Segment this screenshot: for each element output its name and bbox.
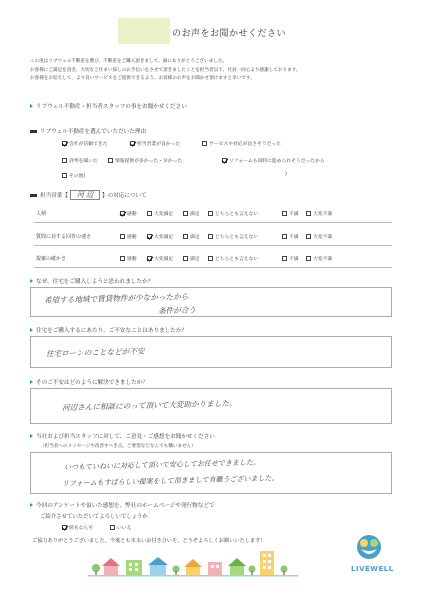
checkbox-icon[interactable] xyxy=(282,234,287,239)
q4-answer-line2: リフォームもすばらしい提案をして頂きまして有難うございました。 xyxy=(61,474,279,488)
checkbox-checked-icon[interactable] xyxy=(120,211,125,216)
eval-option[interactable] xyxy=(306,210,332,217)
staff-eval-prefix: 担当営業【 xyxy=(40,193,68,199)
eval-option[interactable] xyxy=(147,210,173,217)
q5-question-line1: 今回のアンケートや頂いた感想を、弊社のホームページや発行物などで xyxy=(36,503,215,509)
option-label: 不満 xyxy=(289,212,299,217)
eval-option[interactable] xyxy=(282,210,299,217)
checkbox-icon[interactable] xyxy=(208,211,213,216)
eval-option[interactable] xyxy=(183,255,200,262)
option-label: 大変不満 xyxy=(313,235,333,240)
option-label: その他( xyxy=(69,174,86,179)
triangle-bullet-icon xyxy=(30,503,33,507)
row-divider xyxy=(34,245,392,246)
house-icon xyxy=(102,558,120,575)
option-label: サービスや対応が良さそうだった xyxy=(209,142,281,147)
q2-heading xyxy=(30,326,187,334)
q5-option[interactable] xyxy=(110,524,131,531)
checkbox-icon[interactable] xyxy=(120,234,125,239)
option-label: 感動 xyxy=(127,235,137,240)
staff-eval-suffix: 】の対応について xyxy=(101,193,147,199)
eval-option[interactable] xyxy=(282,255,299,262)
staff-name: 河 辺 xyxy=(70,190,100,200)
checkbox-icon[interactable] xyxy=(306,234,311,239)
triangle-bullet-icon xyxy=(30,279,33,283)
checkbox-icon[interactable] xyxy=(282,256,287,261)
tree-icon xyxy=(281,566,288,576)
option-label: 会社が信頼できた xyxy=(69,142,108,147)
eval-option[interactable] xyxy=(208,255,258,262)
staff-eval-heading xyxy=(30,190,147,200)
option-label: 評判を聞いた xyxy=(69,159,98,164)
eval-option[interactable] xyxy=(120,255,137,262)
dash-bullet-icon xyxy=(30,194,37,197)
option-label: どちらとも言えない xyxy=(215,212,259,217)
q4-answer-line1: いつもていねいに対応して頂いて安心してお任せできました。 xyxy=(63,458,261,472)
reason-title: リブウェル不動産を選んでいただいた理由 xyxy=(40,129,147,135)
row-divider xyxy=(34,222,392,223)
intro-line: お客様にご満足を頂き、大切なご住まい探しのお手伝いをさせて頂きましたことを担当者以下、社員一同心より感謝しております。 xyxy=(30,67,301,73)
option-label: 感動 xyxy=(127,257,137,262)
eval-row-label: 人柄 xyxy=(36,211,47,217)
triangle-bullet-icon xyxy=(30,104,33,108)
checkbox-icon[interactable] xyxy=(306,211,311,216)
q1-answer-line1: 希望する地域で賃貸物件が少なかったから xyxy=(43,292,189,305)
option-label: 大変不満 xyxy=(313,212,333,217)
town-illustration xyxy=(88,548,298,578)
reason-option[interactable] xyxy=(62,172,85,179)
reason-option[interactable] xyxy=(62,140,107,147)
dash-bullet-icon xyxy=(30,130,37,133)
livewell-logo-text: LIVEWELL xyxy=(351,565,394,573)
house-icon xyxy=(228,558,246,575)
checkbox-checked-icon[interactable] xyxy=(222,158,227,163)
q3-question: そのご不安はどのように解決できましたか？ xyxy=(36,380,148,386)
eval-option[interactable] xyxy=(282,233,299,240)
checkbox-icon[interactable] xyxy=(208,256,213,261)
option-label: 不満 xyxy=(289,257,299,262)
option-label: リフォームも同時に進められそうだったから xyxy=(229,159,325,164)
checkbox-checked-icon[interactable] xyxy=(147,234,152,239)
reason-option[interactable] xyxy=(130,140,180,147)
livewell-logo-icon xyxy=(355,533,383,561)
reason-option[interactable] xyxy=(222,157,325,164)
eval-option[interactable] xyxy=(120,233,137,240)
eval-option[interactable] xyxy=(147,255,173,262)
tree-icon xyxy=(249,566,256,576)
q3-heading xyxy=(30,378,148,386)
eval-option[interactable] xyxy=(183,210,200,217)
eval-option[interactable] xyxy=(208,233,258,240)
page-title: のお声をお聞かせください xyxy=(172,29,287,39)
building-icon xyxy=(208,562,222,575)
checkbox-checked-icon[interactable] xyxy=(62,141,67,146)
q4-heading xyxy=(30,432,215,440)
q1-answer-line2: 条件が合う xyxy=(157,305,197,316)
option-label: 情報提供が多かった・早かった xyxy=(115,159,183,164)
reason-heading xyxy=(30,127,146,135)
q2-answer: 住宅ローンのことなどが不安 xyxy=(45,346,145,359)
section-staff-heading xyxy=(30,102,187,110)
checkbox-icon[interactable] xyxy=(120,256,125,261)
house-icon xyxy=(148,557,168,575)
checkbox-icon[interactable] xyxy=(208,234,213,239)
checkbox-icon[interactable] xyxy=(282,211,287,216)
option-label: 担当営業が良かった xyxy=(137,142,181,147)
house-icon xyxy=(184,559,202,575)
intro-text xyxy=(30,58,410,84)
checkbox-checked-icon[interactable] xyxy=(62,525,67,530)
tree-icon xyxy=(92,564,100,575)
q5-question-line2: ご紹介させていただいてよろしいでしょうか xyxy=(40,514,148,520)
eval-option[interactable] xyxy=(208,210,258,217)
q5-heading xyxy=(30,501,215,509)
reason-other-close: ) xyxy=(285,172,287,177)
q4-question: 当社および担当スタッフに対して、ご意見・ご感想をお聞かせください xyxy=(36,434,215,440)
footer-thanks: ご協力ありがとうございました。今後とも末永いお付き合いを、どうぞよろしくお願いいたします！ xyxy=(32,538,266,544)
title-highlight-box xyxy=(118,18,170,44)
checkbox-icon[interactable] xyxy=(108,158,113,163)
checkbox-icon[interactable] xyxy=(202,141,207,146)
option-label: 大変満足 xyxy=(154,235,174,240)
building-icon xyxy=(126,560,142,575)
option-label: 不満 xyxy=(289,235,299,240)
row-divider xyxy=(34,267,392,268)
option-label: どちらとも言えない xyxy=(215,235,259,240)
triangle-bullet-icon xyxy=(30,380,33,384)
tower-icon xyxy=(260,551,274,575)
option-label: 大変満足 xyxy=(154,212,174,217)
option-label: 大変満足 xyxy=(154,257,174,262)
option-label: 大変不満 xyxy=(313,257,333,262)
intro-line: この度はリブウェル不動産を選び、不動産をご購入頂きまして、誠にありがとうございました。 xyxy=(30,59,228,64)
eval-row-label: 提案の確かさ xyxy=(36,256,67,262)
checkbox-icon[interactable] xyxy=(62,158,67,163)
checkbox-icon[interactable] xyxy=(306,256,311,261)
triangle-bullet-icon xyxy=(30,328,33,332)
eval-option[interactable] xyxy=(147,233,173,240)
eval-option[interactable] xyxy=(306,255,332,262)
eval-option[interactable] xyxy=(306,233,332,240)
section-staff-title: リブウェル不動産・担当者スタッフの事をお聞かせください xyxy=(36,104,187,110)
reason-option[interactable] xyxy=(108,157,182,164)
checkbox-checked-icon[interactable] xyxy=(147,256,152,261)
option-label: 満足 xyxy=(190,235,200,240)
intro-line: お客様をお迎えして、より良いサービスをご提供できるよう、お客様のお声をお聞かせ頂けますと幸いです。 xyxy=(30,76,255,82)
q1-question: なぜ、住宅をご購入しようと思われましたか？ xyxy=(36,279,154,285)
eval-option[interactable] xyxy=(183,233,200,240)
eval-row-label: 質問に対する回答の速さ xyxy=(36,234,92,240)
checkbox-checked-icon[interactable] xyxy=(130,141,135,146)
q3-answer: 河辺さんに相談にのって頂いて大変助かりました。 xyxy=(61,398,237,413)
checkbox-icon[interactable] xyxy=(183,234,188,239)
q4-note: （担当者へのメッセージや改善すべき点、ご要望などなんでも構いません） xyxy=(40,444,196,449)
checkbox-icon[interactable] xyxy=(62,173,67,178)
reason-option[interactable] xyxy=(202,140,281,147)
option-label: いいえ xyxy=(117,526,132,531)
q1-heading xyxy=(30,277,153,285)
checkbox-icon[interactable] xyxy=(183,211,188,216)
checkbox-icon[interactable] xyxy=(147,211,152,216)
option-label: 満足 xyxy=(190,257,200,262)
eval-option[interactable] xyxy=(120,210,137,217)
reason-option[interactable] xyxy=(62,157,98,164)
q2-question: 住宅をご購入するにあたり、ご不安なことはありましたか？ xyxy=(36,328,188,334)
option-label: 感動 xyxy=(127,212,137,217)
tree-icon xyxy=(173,566,180,576)
triangle-bullet-icon xyxy=(30,434,33,438)
option-label: どちらとも言えない xyxy=(215,257,259,262)
checkbox-icon[interactable] xyxy=(110,525,115,530)
option-label: 満足 xyxy=(190,212,200,217)
q5-option[interactable] xyxy=(62,524,93,531)
option-label: 匿名なら可 xyxy=(69,526,93,531)
checkbox-icon[interactable] xyxy=(183,256,188,261)
